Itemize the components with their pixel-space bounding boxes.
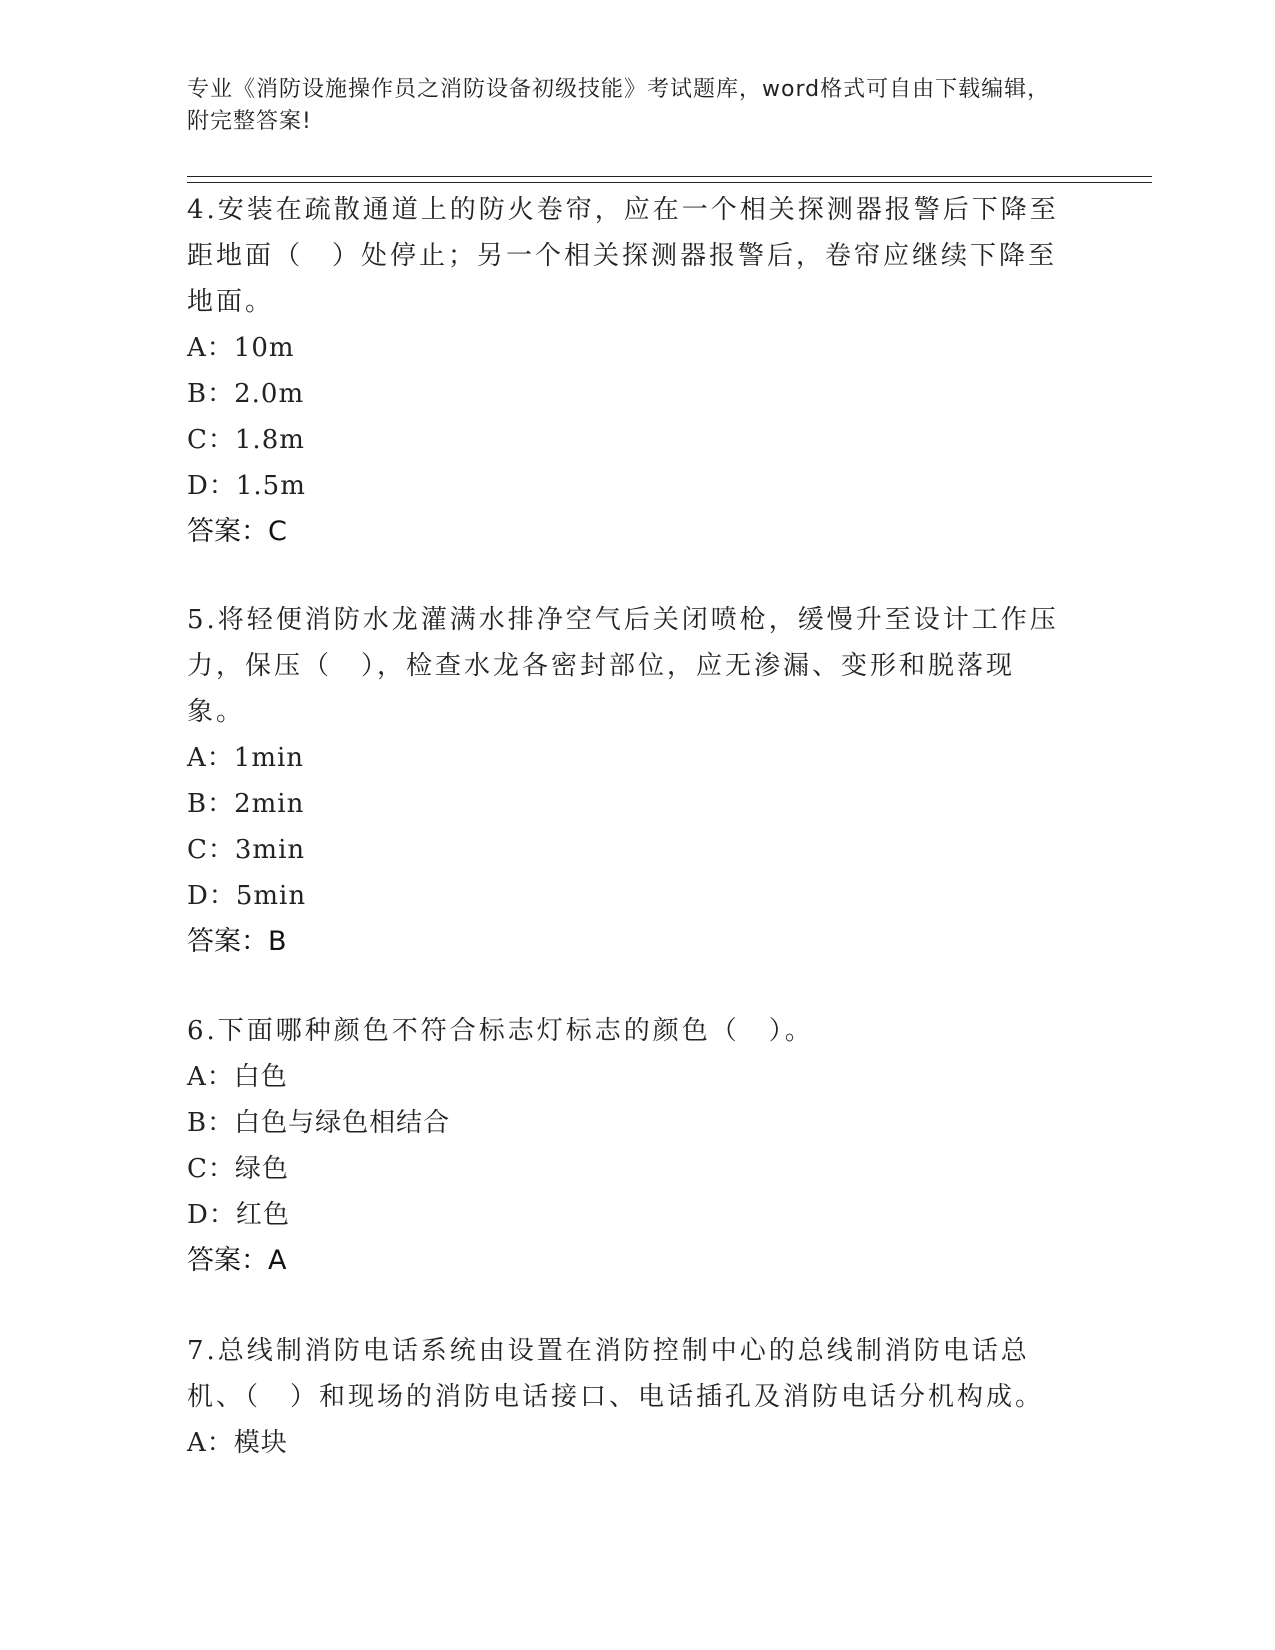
question-stem: 6.下面哪种颜色不符合标志灯标志的颜色（ ）。: [187, 1016, 814, 1046]
question-5: [187, 597, 1067, 965]
option-a: A：白色: [187, 1062, 288, 1092]
option-b: B：白色与绿色相结合: [187, 1108, 451, 1138]
option-b: B：2min: [187, 789, 305, 819]
question-stem: 7.总线制消防电话系统由设置在消防控制中心的总线制消防电话总机、（ ）和现场的消防电话接口、电话插孔及消防电话分机构成。: [187, 1336, 1045, 1412]
option-d: D：5min: [187, 881, 307, 911]
option-c: C：1.8m: [187, 425, 305, 455]
option-a: A：1min: [187, 743, 305, 773]
question-7: [187, 1328, 1067, 1466]
answer: 答案：B: [187, 926, 287, 957]
option-c: C：绿色: [187, 1154, 289, 1184]
header-divider-top: [187, 176, 1152, 177]
option-c: C：3min: [187, 835, 306, 865]
question-stem: 4.安装在疏散通道上的防火卷帘，应在一个相关探测器报警后下降至距地面（ ）处停止；另一个相关探测器报警后，卷帘应继续下降至地面。: [187, 195, 1059, 317]
question-6: [187, 1008, 1067, 1284]
document-intro: 专业《消防设施操作员之消防设备初级技能》考试题库，word格式可自由下载编辑，附完整答案!: [187, 77, 1051, 134]
header-divider-bottom: [187, 182, 1152, 183]
answer: 答案：A: [187, 1245, 287, 1276]
option-b: B：2.0m: [187, 379, 305, 409]
question-stem: 5.将轻便消防水龙灌满水排净空气后关闭喷枪，缓慢升至设计工作压力，保压（ ），检查水龙各密封部位，应无渗漏、变形和脱落现象。: [187, 605, 1059, 727]
question-4: [187, 187, 1067, 555]
option-d: D：1.5m: [187, 471, 306, 501]
option-a: A：模块: [187, 1428, 288, 1458]
option-a: A：10m: [187, 333, 295, 363]
option-d: D：红色: [187, 1200, 290, 1230]
answer: 答案：C: [187, 516, 287, 547]
